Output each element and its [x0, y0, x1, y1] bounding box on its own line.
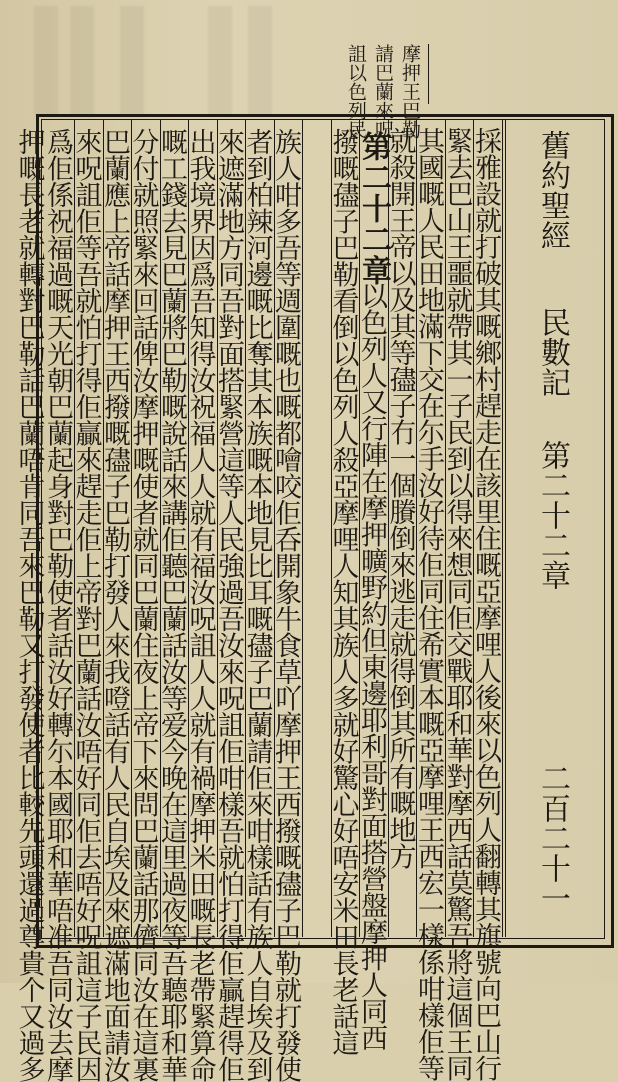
bleed-through-mark	[248, 6, 272, 116]
column-rule	[388, 119, 389, 937]
header-separator	[505, 119, 506, 937]
book-title: 舊約聖經	[535, 130, 570, 250]
bleed-through-mark	[208, 6, 232, 116]
column-rule	[331, 119, 332, 937]
text-column: 嘅工錢去見巴蘭將巴勒嘅說話來講佢聽巴蘭話汝等爱今晚在這里過夜等吾聽耶和華	[156, 128, 187, 1082]
column-rule	[359, 119, 360, 937]
column-rule	[302, 119, 303, 937]
text-column: 來遮滿地方同吾對面搭緊營這等人民強過吾汝來呪詛佢咁樣吾就怕打得佢贏趕得佢	[213, 128, 244, 1082]
column-rule	[131, 119, 132, 937]
margin-note: 摩押王巴勒	[399, 44, 421, 139]
text-column: 分付就照緊來回話俾汝摩押嘅使者就同巴蘭住夜上帝下來問巴蘭話那儕同汝在這裏	[127, 128, 159, 1082]
text-column: 爲佢係祝福過嘅天光朝巴蘭起身對巴勒使者話汝好轉尓本國耶和華唔准吾同汝去摩	[42, 128, 73, 1082]
text-column: 撥嘅孻子巴勒看倒以色列人殺亞摩哩人知其族人多就好驚心好唔安米田長老話這	[327, 128, 359, 1056]
text-column: 以色列人又行陣在摩押曠野約但東邊耶利哥對面搭營盤摩押人同西	[356, 282, 387, 1051]
chapter-heading: 第二十二章	[356, 131, 391, 286]
column-rule	[160, 119, 161, 937]
column-rule	[217, 119, 218, 937]
text-column: 巴蘭應上帝話摩押王西撥嘅孻子巴勒打發人來我噔話有人民自埃及來遮滿地面請汝	[99, 128, 130, 1082]
running-chapter: 第二十二章	[535, 440, 570, 590]
text-column: 族人咁多吾等週圍嘅也嘅都噲咬佢呑開象牛食草吖摩押王西撥嘅孻子巴勒就打發使	[270, 128, 301, 1082]
column-rule	[245, 119, 246, 937]
book-name: 民數記	[535, 307, 570, 397]
text-column: 來呪詛佢等吾就怕打得佢贏來趕走佢上帝對巴蘭話汝唔好同佢去唔好呪詛這子民因	[70, 128, 102, 1082]
column-rule	[74, 119, 75, 937]
margin-note: 請巴蘭來呪	[372, 44, 394, 139]
margin-note: 詛以色列民	[345, 44, 367, 139]
column-rule	[188, 119, 189, 937]
text-column: 押嘅長老就轉對巴勒話巴蘭唔肯同吾來巴勒又打發使者比較先頭還過尊貴个又過多	[13, 128, 45, 1082]
text-column: 緊去巴山王噩就帶其一子民到以得來想同佢交戰耶和華對摩西話莫驚吾將這個王同	[441, 127, 473, 1081]
text-column: 者到柏辣河邊嘅比奪其本族嘅本地見比耳嘅孻子巴蘭請佢來咁樣話有族人自埃及到	[241, 128, 273, 1082]
text-column: 採雅設就打破其嘅鄉村趕走在該里住嘅亞摩哩人後來以色列人翻轉其旗號向巴山行	[470, 127, 501, 1081]
column-rule	[445, 119, 446, 937]
bleed-through-mark	[34, 6, 58, 116]
text-column: 出我境界因爲吾知得汝祝福人人就有福汝呪詛人人就有禍摩押米田嘅長老帶緊算命	[184, 128, 216, 1082]
column-rule	[473, 119, 474, 937]
column-rule	[416, 119, 417, 937]
bleed-through-mark	[120, 6, 144, 116]
column-rule	[502, 119, 503, 937]
text-column: 其國嘅人民田地滿下交在尓手汝好待佢同住希實本嘅亞摩哩王西宏一樣係咁樣佢等	[413, 127, 444, 1081]
page-number: 二百二十一	[535, 763, 570, 913]
column-rule	[274, 119, 275, 937]
column-rule	[103, 119, 104, 937]
text-column: 就殺開王帝以及其等孻子冇一個賸倒來逃走就得倒其所有嘅地方	[384, 127, 416, 869]
bleed-through-mark	[70, 6, 94, 116]
note-rule	[428, 44, 429, 104]
